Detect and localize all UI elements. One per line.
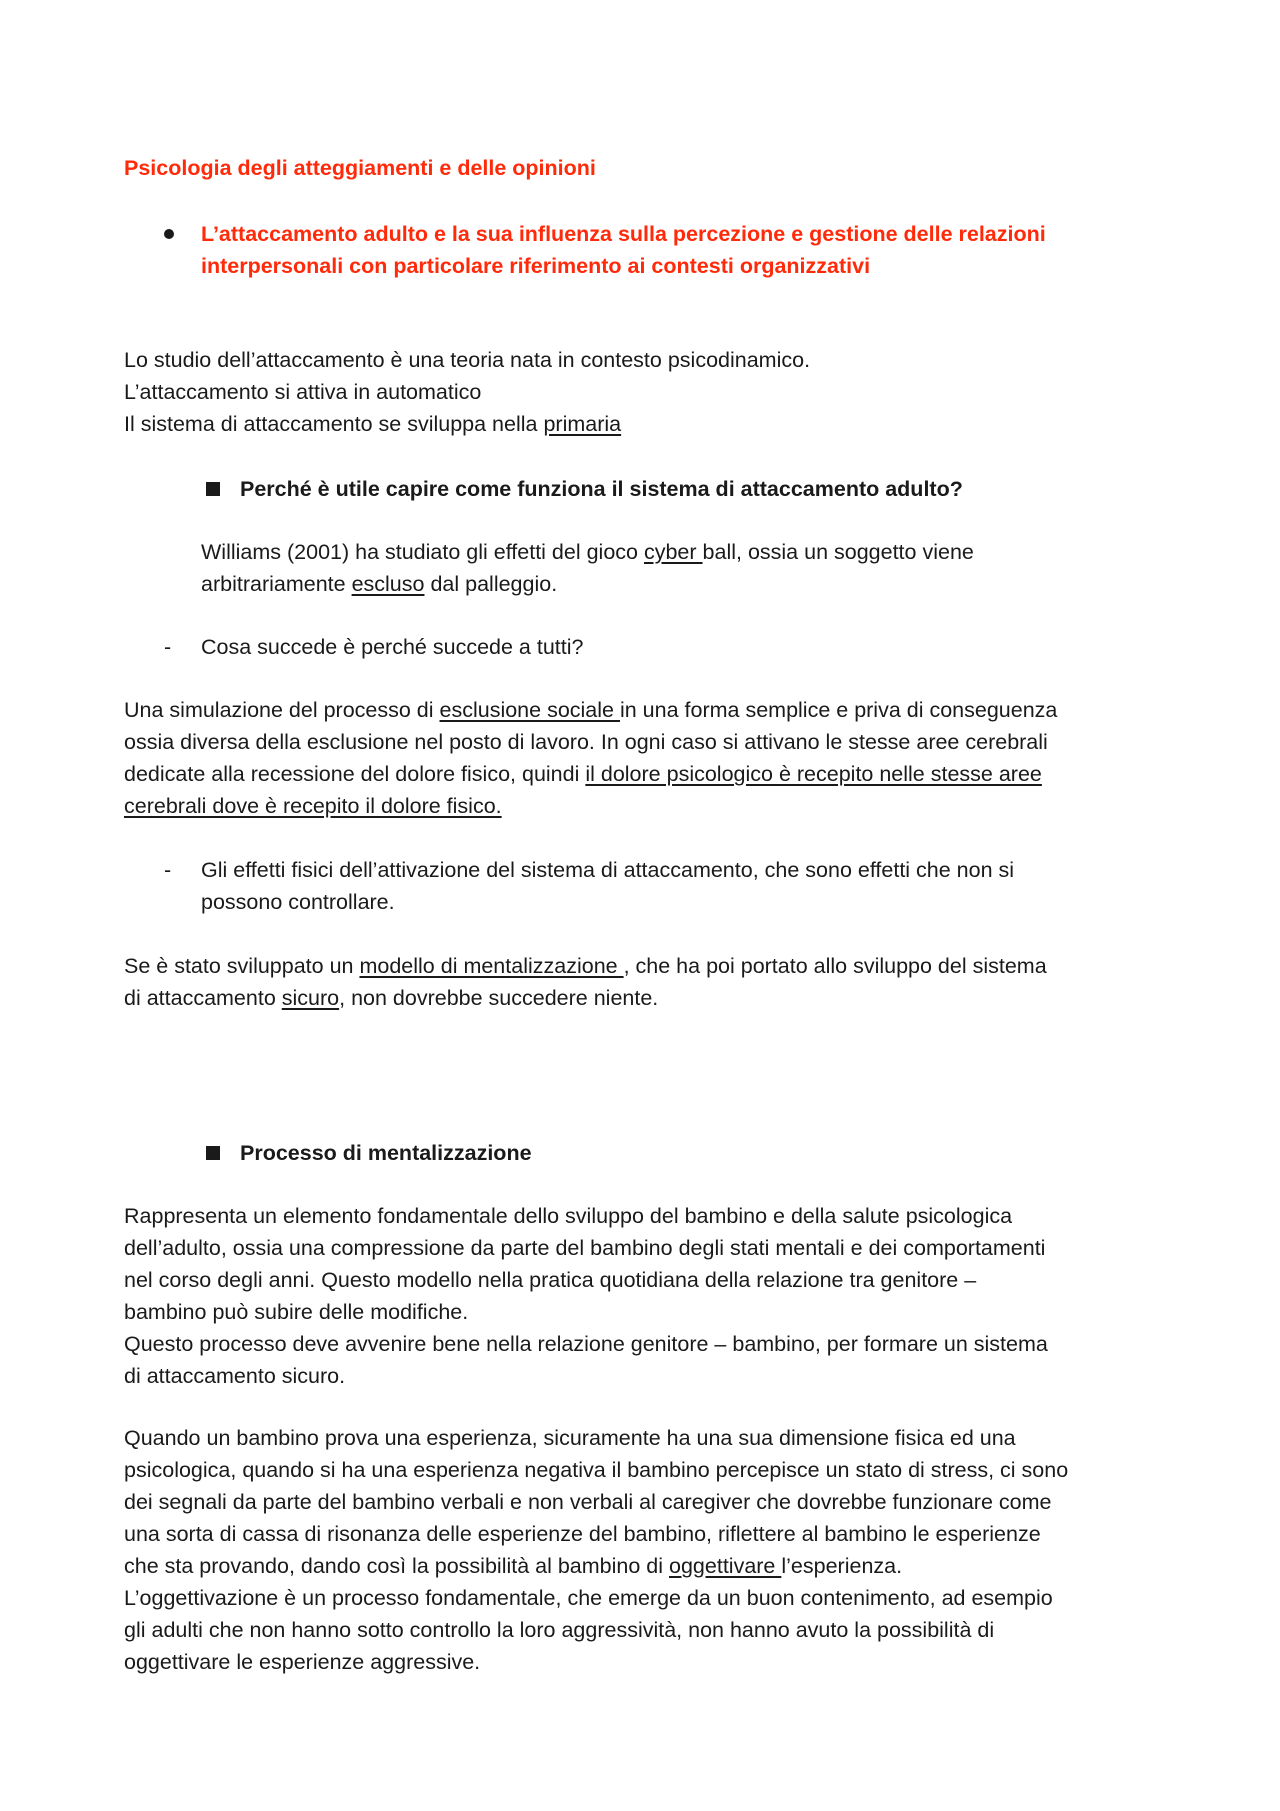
dash-item-effects-line-2: possono controllare. <box>201 890 395 914</box>
underlined-term: esclusione sociale <box>439 698 620 722</box>
main-bullet-line-2: interpersonali con particolare riferimento ai contesti organizzativi <box>201 254 871 278</box>
repr-line-5: Questo processo deve avvenire bene nella relazione genitore – bambino, per formare un sistema <box>124 1332 1048 1356</box>
intro-line-1: Lo studio dell’attaccamento è una teoria nata in contesto psicodinamico. <box>124 348 811 372</box>
exp-line-2: psicologica, quando si ha una esperienza negativa il bambino percepisce un stato di stress, ci sono <box>124 1458 1069 1482</box>
section-heading-mentalization: Processo di mentalizzazione <box>240 1141 532 1165</box>
document-title: Psicologia degli atteggiamenti e delle opinioni <box>124 156 596 180</box>
intro-line-3: Il sistema di attaccamento se sviluppa nella primaria <box>124 412 622 436</box>
square-bullet-icon <box>206 1146 220 1160</box>
square-bullet-icon <box>206 482 220 496</box>
williams-line-2: arbitrariamente escluso dal palleggio. <box>201 572 558 596</box>
williams-line-1: Williams (2001) ha studiato gli effetti del gioco cyber ball, ossia un soggetto viene <box>201 540 974 564</box>
dash-marker: - <box>164 858 172 882</box>
exclusion-line-1: Una simulazione del processo di esclusione sociale in una forma semplice e priva di conseguenza <box>124 698 1058 722</box>
underlined-term: il dolore psicologico è recepito nelle stesse aree <box>585 762 1042 786</box>
section-heading-attachment: Perché è utile capire come funziona il sistema di attaccamento adulto? <box>240 477 963 501</box>
underlined-term: sicuro <box>281 986 340 1010</box>
exclusion-line-3: dedicate alla recessione del dolore fisico, quindi il dolore psicologico è recepito nelle stesse aree <box>124 762 1042 786</box>
exp-line-7: gli adulti che non hanno sotto controllo la loro aggressività, non hanno avuto la possibilità di <box>124 1618 995 1642</box>
model-line-1: Se è stato sviluppato un modello di mentalizzazione , che ha poi portato allo sviluppo del sistema <box>124 954 1047 978</box>
exp-line-6: L’oggettivazione è un processo fondamentale, che emerge da un buon contenimento, ad esempio <box>124 1586 1053 1610</box>
exclusion-line-2: ossia diversa della esclusione nel posto di lavoro. In ogni caso si attivano le stesse aree cerebrali <box>124 730 1048 754</box>
underlined-term: cyber <box>643 540 703 564</box>
repr-line-3: nel corso degli anni. Questo modello nella pratica quotidiana della relazione tra genitore – <box>124 1268 977 1292</box>
dash-item-effects-line-1: Gli effetti fisici dell’attivazione del sistema di attaccamento, che sono effetti che non si <box>201 858 1015 882</box>
model-line-2: di attaccamento sicuro, non dovrebbe succedere niente. <box>124 986 659 1010</box>
main-bullet-line-1: L’attaccamento adulto e la sua influenza sulla percezione e gestione delle relazioni <box>201 222 1046 246</box>
exp-line-8: oggettivare le esperienze aggressive. <box>124 1650 481 1674</box>
intro-line-2: L’attaccamento si attiva in automatico <box>124 380 482 404</box>
repr-line-1: Rappresenta un elemento fondamentale dello sviluppo del bambino e della salute psicologica <box>124 1204 1013 1228</box>
dash-item-question: Cosa succede è perché succede a tutti? <box>201 635 584 659</box>
repr-line-2: dell’adulto, ossia una compressione da parte del bambino degli stati mentali e dei comportamenti <box>124 1236 1046 1260</box>
underlined-term: escluso <box>351 572 425 596</box>
exp-line-1: Quando un bambino prova una esperienza, sicuramente ha una sua dimensione fisica ed una <box>124 1426 1016 1450</box>
underlined-term: modello di mentalizzazione <box>359 954 624 978</box>
dash-marker: - <box>164 635 172 659</box>
repr-line-4: bambino può subire delle modifiche. <box>124 1300 469 1324</box>
exp-line-5: che sta provando, dando così la possibilità al bambino di oggettivare l’esperienza. <box>124 1554 903 1578</box>
repr-line-6: di attaccamento sicuro. <box>124 1364 346 1388</box>
underlined-term: primaria <box>543 412 622 436</box>
exclusion-line-4 <box>124 790 502 822</box>
underlined-term: oggettivare <box>669 1554 782 1578</box>
bullet-dot-icon <box>164 229 174 239</box>
underlined-term: cerebrali dove è recepito il dolore fisico. <box>124 794 502 818</box>
exp-line-4: una sorta di cassa di risonanza delle esperienze del bambino, riflettere al bambino le esperienze <box>124 1522 1041 1546</box>
exp-line-3: dei segnali da parte del bambino verbali e non verbali al caregiver che dovrebbe funzionare come <box>124 1490 1052 1514</box>
